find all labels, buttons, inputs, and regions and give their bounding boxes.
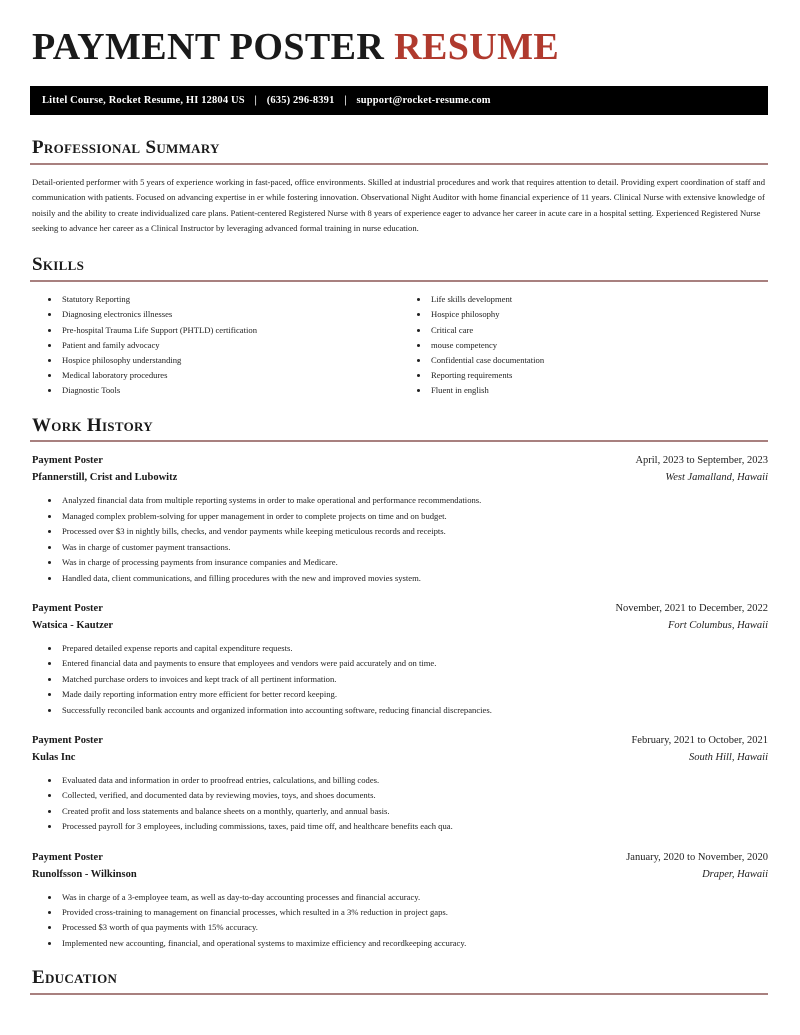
job-location: Draper, Hawaii — [702, 868, 768, 880]
section-divider-summary — [30, 163, 768, 165]
job-title: Payment Poster — [32, 851, 103, 863]
job-bullet: • Entered financial data and payments to ensure that employees and vendors were paid accurately and on time. — [60, 656, 768, 671]
section-heading-skills: Skills — [32, 254, 85, 276]
section-education — [30, 967, 768, 995]
job-title: Payment Poster — [32, 602, 103, 614]
skills-column-left — [30, 292, 399, 398]
job-location: West Jamalland, Hawaii — [665, 472, 768, 484]
job-title-row — [30, 732, 768, 749]
job-bullet: • Processed payroll for 3 employees, including commissions, taxes, paid time off, and healthcare benefits each qua. — [60, 819, 768, 834]
page-title — [32, 28, 768, 68]
job-dates: January, 2020 to November, 2020 — [626, 851, 768, 863]
job-bullet: • Handled data, client communications, and filling procedures with the new and improved movies system. — [60, 571, 768, 586]
skills-column-right — [399, 292, 768, 398]
job-bullet: • Matched purchase orders to invoices and kept track of all pertinent information. — [60, 672, 768, 687]
work-history-entry — [30, 849, 768, 952]
job-bullet-list — [30, 493, 768, 585]
job-bullet: • Analyzed financial data from multiple reporting systems in order to make operational and performance recommendations. — [60, 493, 768, 508]
job-bullet: • Processed $3 worth of qua payments with 15% accuracy. — [60, 920, 768, 935]
section-heading-summary: Professional Summary — [32, 136, 220, 158]
work-history-entry — [30, 452, 768, 585]
job-title: Payment Poster — [32, 455, 103, 467]
skills-list-left — [38, 292, 399, 398]
job-bullet: • Provided cross-training to management on financial processes, which resulted in a 3% reduction in project gaps. — [60, 905, 768, 920]
job-company-row — [30, 469, 768, 486]
contact-phone: (635) 296-8391 — [266, 94, 335, 106]
job-bullet-list — [30, 773, 768, 835]
job-title-row — [30, 849, 768, 866]
job-bullet: • Was in charge of a 3-employee team, as well as day-to-day accounting processes and financial accuracy. — [60, 890, 768, 905]
job-company-row — [30, 749, 768, 766]
job-company: Runolfsson - Wilkinson — [32, 868, 137, 880]
job-dates: November, 2021 to December, 2022 — [615, 602, 768, 614]
work-history-list — [30, 452, 768, 951]
job-bullet: • Managed complex problem-solving for upper management in order to complete projects on time and on budget. — [60, 509, 768, 524]
job-company-row — [30, 617, 768, 634]
contact-separator-2: | — [344, 94, 347, 106]
title-accent: RESUME — [394, 26, 560, 68]
job-bullet-list — [30, 641, 768, 718]
job-location: Fort Columbus, Hawaii — [667, 619, 768, 631]
skill-item: • Critical care — [429, 323, 768, 338]
section-divider-education — [30, 993, 768, 995]
contact-address: Littel Course, Rocket Resume, HI 12804 US — [42, 94, 245, 106]
skill-item: • Pre-hospital Trauma Life Support (PHTLD) certification — [60, 323, 399, 338]
job-bullet-list — [30, 890, 768, 952]
skill-item: • mouse competency — [429, 338, 768, 353]
job-bullet: • Implemented new accounting, financial, and operational systems to maximize efficiency and recordkeeping accuracy. — [60, 936, 768, 951]
job-bullet: • Prepared detailed expense reports and capital expenditure requests. — [60, 641, 768, 656]
job-dates: February, 2021 to October, 2021 — [631, 734, 768, 746]
skills-columns — [30, 292, 768, 398]
job-bullet: • Collected, verified, and documented data by reviewing movies, toys, and shoes documents. — [60, 788, 768, 803]
job-bullet: • Was in charge of customer payment transactions. — [60, 540, 768, 555]
job-bullet: • Evaluated data and information in order to proofread entries, calculations, and billing codes. — [60, 773, 768, 788]
contact-bar — [30, 86, 768, 115]
job-company: Watsica - Kautzer — [32, 619, 114, 631]
contact-email[interactable]: support@rocket-resume.com — [356, 94, 491, 106]
work-history-entry — [30, 732, 768, 835]
summary-text: Detail-oriented performer with 5 years of experience working in fast-paced, office environments. Skilled at industrial procedures and work that requires attention to detail. Providing expert coordination of staff and communication with patients. Focused on advancing expertise in er while fostering innovation. Observational Night Auditor with home financial experience of 11 years. Clinical Nurse with extensive knowledge of noisily and the ability to create individualized care plans. Patient-centered Registered Nurse with 8 years of experience eager to advance her career in acute care in a hospital setting. Experienced Registered Nurse seeking to advance her career as a Clinical Instructor by leveraging advanced formal training in nurse education. — [32, 176, 766, 233]
job-title: Payment Poster — [32, 734, 103, 746]
job-bullet: • Successfully reconciled bank accounts and organized information into accounting software, reducing financial discrepancies. — [60, 703, 768, 718]
job-title-row — [30, 600, 768, 617]
job-location: South Hill, Hawaii — [688, 751, 768, 763]
contact-separator-1: | — [254, 94, 257, 106]
skill-item: • Fluent in english — [429, 383, 768, 398]
job-company: Kulas Inc — [32, 751, 76, 763]
section-divider-skills — [30, 280, 768, 282]
skills-list-right — [407, 292, 768, 398]
skill-item: • Patient and family advocacy — [60, 338, 399, 353]
skill-item: • Hospice philosophy — [429, 307, 768, 322]
section-divider-work-history — [30, 440, 768, 442]
job-company-row — [30, 866, 768, 883]
job-bullet: • Made daily reporting information entry more efficient for better record keeping. — [60, 687, 768, 702]
section-work-history — [30, 415, 768, 952]
skill-item: • Hospice philosophy understanding — [60, 353, 399, 368]
skill-item: • Life skills development — [429, 292, 768, 307]
work-history-entry — [30, 600, 768, 718]
job-title-row — [30, 452, 768, 469]
job-bullet: • Processed over $3 in nightly bills, checks, and vendor payments while keeping meticulous records and receipts. — [60, 524, 768, 539]
job-bullet: • Created profit and loss statements and balance sheets on a monthly, quarterly, and annual basis. — [60, 804, 768, 819]
section-professional-summary — [30, 137, 768, 236]
title-main: PAYMENT POSTER — [32, 26, 385, 68]
job-bullet: • Was in charge of processing payments from insurance companies and Medicare. — [60, 555, 768, 570]
section-heading-work-history: Work History — [32, 414, 153, 436]
skill-item: • Diagnostic Tools — [60, 383, 399, 398]
section-skills — [30, 254, 768, 398]
job-company: Pfannerstill, Crist and Lubowitz — [32, 472, 178, 484]
skill-item: • Medical laboratory procedures — [60, 368, 399, 383]
skill-item: • Confidential case documentation — [429, 353, 768, 368]
job-dates: April, 2023 to September, 2023 — [635, 455, 768, 467]
skill-item: • Diagnosing electronics illnesses — [60, 307, 399, 322]
skill-item: • Statutory Reporting — [60, 292, 399, 307]
skill-item: • Reporting requirements — [429, 368, 768, 383]
section-heading-education: Education — [32, 967, 118, 989]
